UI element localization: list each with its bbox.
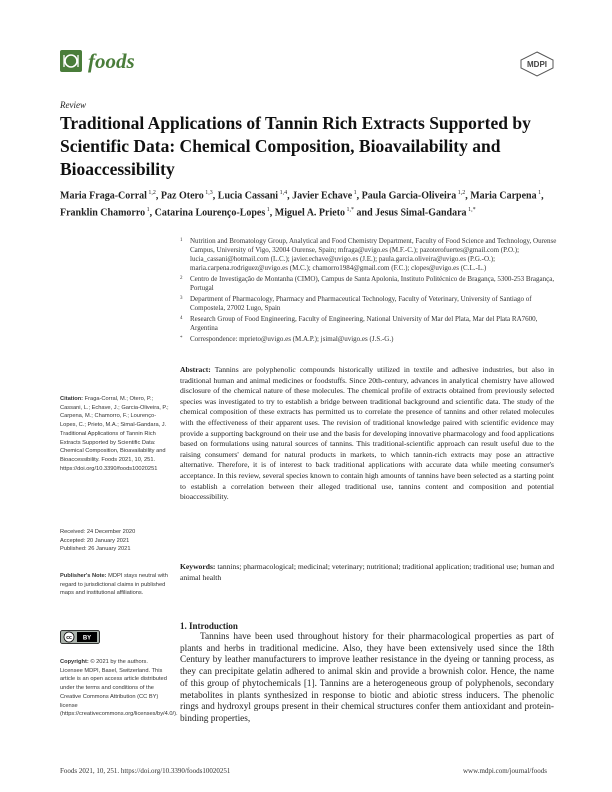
author-name: Franklin Chamorro [60, 207, 146, 219]
footer-citation: Foods 2021, 10, 251. https://doi.org/10.3390/foods10020251 [60, 767, 231, 775]
affiliation-number: 3 [180, 296, 183, 301]
copyright-text: © 2021 by the authors. Licensee MDPI, Basel, Switzerland. This article is an open access article distributed under the terms and conditions of the Creative Commons Attribution (CC BY) license (https://creativecommons.org/licenses/by/4.0/). [60, 659, 178, 718]
affiliation-item [180, 335, 560, 344]
author-name: Jesus Simal-Gandara [375, 207, 467, 219]
affiliation-text: Correspondence: mprieto@uvigo.es (M.A.P.); jsimal@uvigo.es (J.S.-G.) [190, 335, 394, 343]
affiliation-number: 4 [180, 316, 183, 321]
author-name: Javier Echave [292, 190, 353, 202]
citation-journal[interactable]: Foods 2021, 10, 251. https://doi.org/10.3390/foods10020251 [60, 456, 158, 472]
footer-url[interactable]: www.mdpi.com/journal/foods [463, 767, 547, 775]
publisher-note-label: Publisher's Note: [60, 573, 107, 579]
svg-text:BY: BY [82, 635, 92, 642]
author-affiliation-marker: 1 [352, 190, 357, 196]
author-affiliation-marker: 1,2 [146, 190, 156, 196]
author-name: Miguel A. Prieto [274, 207, 346, 219]
section-heading: 1. Introduction [180, 621, 238, 631]
affiliation-item [180, 275, 560, 293]
publisher-note-text: MDPI stays neutral with regard to jurisdictional claims in published maps and institutional affiliations. [60, 573, 168, 597]
author-name: Paula Garcia-Oliveira [361, 190, 457, 202]
author-name: Paz Otero [160, 190, 204, 202]
author-name: Maria Carpena [470, 190, 537, 202]
abstract-text: Tannins are polyphenolic compounds historically utilized in textile and adhesive industries, but also in traditional human and animal medicines or foodstuffs. Since 20th-century, advances in analytical chemistry have allowed disclosure of the chemical nature of these molecules. The chemical profile of extracts obtained from previously selected species was investigated to try to establish a bridge between traditional background and scientific data. The study of the chemical composition of these extracts has permitted us to correlate the presence of tannins and other related molecules with the effectiveness of their apparent uses. The revision of traditional knowledge paired with scientific evidence may provide a supporting background on their use and the basis for developing innovative pharmacology and food applications based on formulations using natural sources of tannins. This traditional-scientific approach can result useful due to the raising consumers' demand for natural products in markets, to which tannin-rich extracts may pose an attractive alternative. Therefore, it is of interest to back traditional applications with accurate data while meeting consumer's acceptance. In this review, several species known to contain high amounts of tannins have been selected as a starting point to establish a correlation between their alleged traditional use, tannins content and composition and potential bioaccessibility. [180, 365, 555, 502]
article-type: Review [60, 100, 86, 110]
keywords [180, 562, 554, 583]
affiliation-text: Centro de Investigação de Montanha (CIMO), Campus de Santa Apolonia, Instituto Politécnico de Bragança, 5300-253 Bragança, Portugal [190, 275, 555, 292]
journal-logo-icon [60, 50, 82, 72]
author-affiliation-marker: 1,* [466, 207, 476, 214]
affiliation-text: Department of Pharmacology, Pharmacy and Pharmaceutical Technology, Faculty of Veterinary, University of Santiago of Compostela, 27002 Lugo, Spain [190, 295, 532, 312]
abstract-label: Abstract: [180, 365, 211, 374]
affiliation-text: Nutrition and Bromatology Group, Analytical and Food Chemistry Department, Faculty of Food Science and Technology, Ourense Campus, University of Vigo, 32004 Ourense, Spain; mfraga@uvigo.es (M.F.-C.); pazoterofuertes@gmail.com (P.O.); lucia_cassani@hotmail.com (L.C.); javier.echave@uvigo.es (J.E.); paula.garcia.oliveira@uvigo.es (P.G.-O.); maria.carpena.rodriguez@uvigo.es (M.C.); chamorro1984@gmail.com (F.C.); clopes@uvigo.es (C.L.-L.) [190, 237, 557, 272]
author-affiliation-marker: 1 [265, 207, 270, 214]
copyright-label: Copyright: [60, 659, 89, 665]
publisher-name: MDPI [527, 60, 547, 69]
author-affiliation-marker: 1,3 [203, 190, 213, 196]
article-title: Traditional Applications of Tannin Rich Extracts Supported by Scientific Data: Chemical Composition, Bioavailability and Bioaccessibility [60, 113, 531, 179]
affiliation-item [180, 315, 560, 333]
affiliation-number: 1 [180, 238, 183, 243]
author-name: Catarina Lourenço-Lopes [154, 207, 266, 219]
keywords-text: tannins; pharmacological; medicinal; veterinary; nutritional; traditional application; traditional use; human and animal health [180, 562, 555, 582]
affiliations [180, 237, 560, 346]
keywords-label: Keywords: [180, 562, 216, 571]
author-name: Lucia Cassani [217, 190, 279, 202]
copyright-block [60, 658, 178, 719]
affiliation-item [180, 295, 560, 313]
author-affiliation-marker: 1,4 [278, 190, 288, 196]
citation-label: Citation: [60, 396, 84, 402]
dates-block [60, 528, 170, 554]
section-body [180, 632, 554, 726]
author-affiliation-marker: 1,2 [456, 190, 466, 196]
intro-paragraph: Tannins have been used throughout history for their pharmacological properties as part of plants and herbs in traditional medicine. Also, they have been extensively used since the 18th Century by leather manufacturers to improve leather resistance in the dyeing or tanning process, as they can precipitate gelatin adhered to animal skin and provide a brownish color. Hence, the name of this group of phytochemicals [1]. Tannins are a heterogeneous group of polyphenols, secondary metabolites in plants synthesized in response to biotic and abiotic stress inducers. The phenolic rings and hydroxyl groups present in their chemical structures confer them antioxidant and protein-binding properties, [180, 632, 554, 724]
svg-text:cc: cc [66, 635, 72, 641]
published-date: Published: 26 January 2021 [60, 546, 131, 553]
accepted-date: Accepted: 20 January 2021 [60, 537, 130, 544]
abstract [180, 365, 554, 503]
affiliation-number: * [180, 336, 183, 341]
received-date: Received: 24 December 2020 [60, 529, 136, 535]
author-affiliation-marker: 1,* [345, 207, 355, 214]
citation-text: Fraga-Corral, M.; Otero, P.; Cassani, L.; Echave, J.; Garcia-Oliveira, P.; Carpena, M.; Chamorro, F.; Lourenço-Lopes, C.; Prieto, M.A.; Simal-Gandara, J. Traditional Applications of Tannin Rich Extracts Supported by Scientific Data: Chemical Composition, Bioavailability and Bioaccessibility. [60, 396, 169, 463]
publisher-logo [519, 51, 555, 77]
author-affiliation-marker: 1 [536, 190, 542, 196]
journal-name: foods [88, 49, 135, 73]
citation-block [60, 395, 170, 473]
affiliation-number: 2 [180, 276, 183, 281]
author-name: Maria Fraga-Corral [60, 190, 147, 202]
cc-by-icon[interactable] [60, 630, 100, 644]
affiliation-text: Research Group of Food Engineering, Faculty of Engineering, National University of Mar del Plata, Mar del Plata RA7600, Argentina [190, 315, 538, 332]
publisher-note [60, 572, 170, 598]
author-affiliation-marker: 1 [145, 207, 150, 214]
author-list: Maria Fraga-Corral $^{1,2}$, Paz Otero $^{1,3}$, Lucia Cassani $^{1,4}$, Javier Echave $^1$, Paula Garcia-Oliveira $^{1,2}$, Maria Carpena $^1$, Franklin Chamorro $^1$, Catarina Lourenço-Lopes $^1$, Miguel A. Prieto $^{1,*}$ and Jesus Simal-Gandara $^{1,*}$ [60, 190, 544, 219]
affiliation-item [180, 237, 560, 273]
